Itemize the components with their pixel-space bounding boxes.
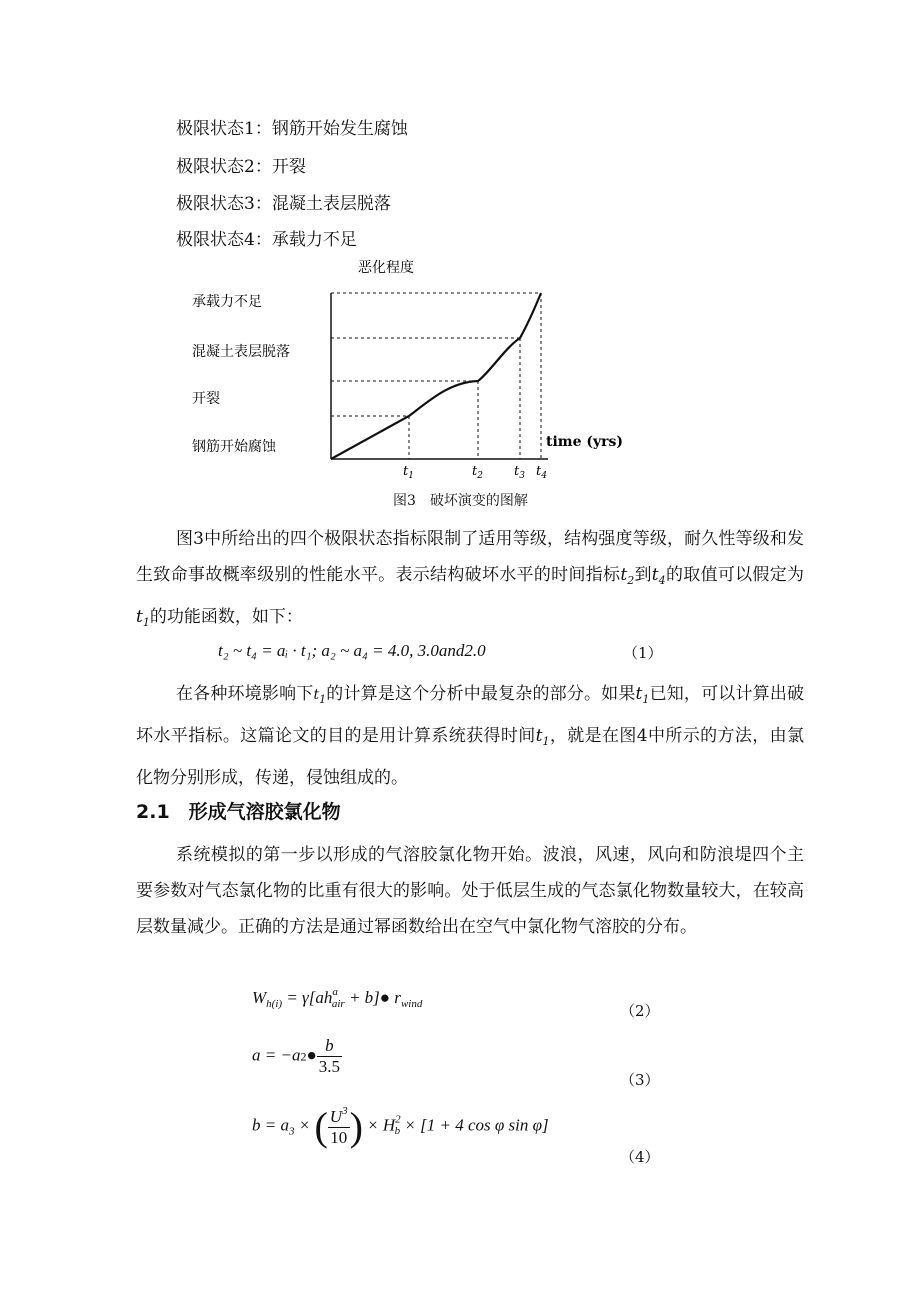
tick-label-t3: $t_3$ [514, 464, 525, 481]
deterioration-curve [331, 293, 541, 459]
equation-1-number: （1） [623, 644, 663, 662]
t1-symbol: $t_1$ [136, 607, 150, 629]
equation-4-number: （4） [620, 1148, 660, 1166]
deterioration-chart [0, 0, 920, 520]
limit-state-2: 极限状态2：开裂 [176, 157, 306, 177]
x-axis-label: time (yrs) [546, 434, 624, 450]
level-label-1: 钢筋开始腐蚀 [192, 439, 276, 455]
equation-3-number: （3） [620, 1071, 660, 1089]
paragraph-3: 系统模拟的第一步以形成的气溶胶氯化物开始。波浪，风速，风向和防浪堤四个主要参数对气态氯化物的比重有很大的影响。处于低层生成的气态氯化物数量较大，在较高层数量减少。正确的方法是通过幂函数给出在空气中氯化物气溶胶的分布。 [136, 845, 804, 937]
section-title: 2.1 形成气溶胶氯化物 [136, 801, 341, 823]
t4-symbol: $t_4$ [651, 565, 666, 587]
limit-state-1: 极限状态1：钢筋开始发生腐蚀 [176, 119, 408, 139]
tick-label-t4: $t_4$ [536, 464, 547, 481]
level-label-2: 开裂 [192, 391, 220, 407]
level-label-3: 混凝土表层脱落 [192, 344, 290, 360]
tick-label-t2: $t_2$ [472, 464, 483, 481]
paragraph-1: 图3中所给出的四个极限状态指标限制了适用等级，结构强度等级，耐久性等级和发生致命事故概率级别的性能水平。表示结构破坏水平的时间指标$t_2$到$t_4$的取值可以假定为$t_1$的功能函数，如下： [136, 529, 805, 629]
limit-state-4: 极限状态4：承载力不足 [176, 230, 357, 250]
equation-3: a = −a2● $\frac{b}{3.5}$ [252, 1036, 340, 1076]
level-label-4: 承载力不足 [192, 294, 262, 310]
tick-label-t1: $t_1$ [403, 464, 414, 481]
figure-caption: 图3 破坏演变的图解 [393, 493, 528, 509]
y-axis-label: 恶化程度 [358, 260, 414, 276]
paragraph-2: 在各种环境影响下$t_1$的计算是这个分析中最复杂的部分。如果$t_1$已知，可以计算出破坏水平指标。这篇论文的目的是用计算系统获得时间$t_1$，就是在图4中所示的方法，由氯化物分别形成，传递，侵蚀组成的。 [136, 684, 805, 788]
equation-4: $b = a_3$ × ( $\frac{U^3}{10}$ ) × $H^2_b \times [1 + 4$ cos φ sin φ] [252, 1104, 549, 1149]
equation-2: $W_{h(i)} = \gamma[ah^a_{air}$ + b]● $r_{wind}$ [252, 986, 423, 1010]
equation-1: t₂ ~ t₄ = aᵢ · t₁; a₂ ~ a₄ = 4.0, 3.0and2.0 [218, 641, 486, 660]
limit-state-3: 极限状态3：混凝土表层脱落 [176, 194, 391, 214]
t2-symbol: $t_2$ [620, 565, 635, 587]
equation-2-number: （2） [620, 1002, 660, 1020]
